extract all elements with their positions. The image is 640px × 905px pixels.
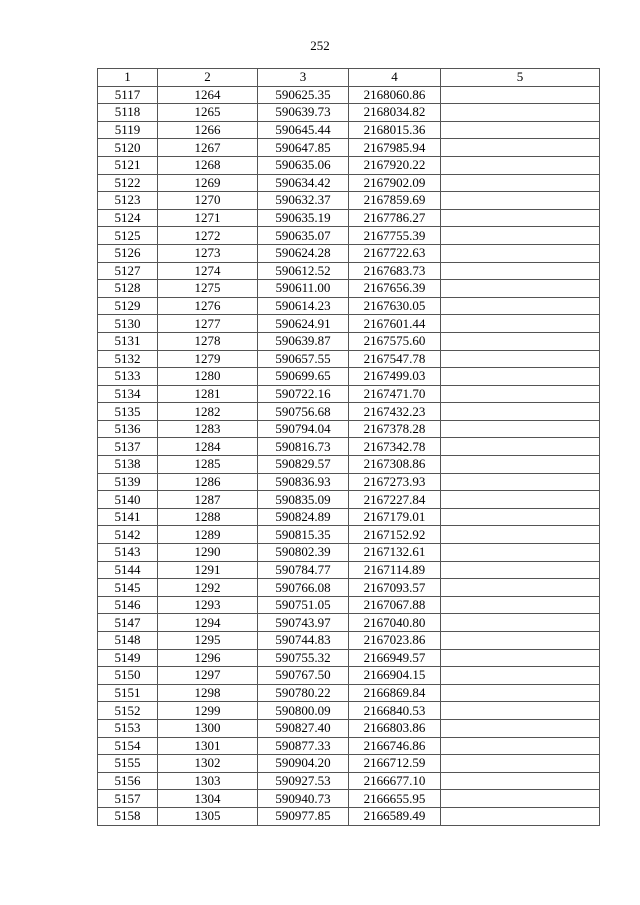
table-cell-col-1: 5153: [98, 719, 158, 737]
table-cell-col-3: 590767.50: [258, 667, 349, 685]
table-cell-col-1: 5152: [98, 702, 158, 720]
table-cell-col-3: 590824.89: [258, 508, 349, 526]
table-row: [98, 262, 600, 280]
table-cell-col-4: 2166949.57: [349, 649, 441, 667]
table-cell-col-5: [441, 297, 600, 315]
table-cell-col-3: 590827.40: [258, 719, 349, 737]
table-cell-col-3: 590766.08: [258, 579, 349, 597]
table-cell-col-2: 1293: [158, 596, 258, 614]
table-cell-col-4: 2166803.86: [349, 719, 441, 737]
table-cell-col-2: 1303: [158, 772, 258, 790]
table-cell-col-2: 1298: [158, 684, 258, 702]
table-cell-col-5: [441, 807, 600, 825]
table-cell-col-5: [441, 438, 600, 456]
table-cell-col-5: [441, 350, 600, 368]
column-header-3: 3: [258, 69, 349, 87]
table-cell-col-5: [441, 244, 600, 262]
table-cell-col-4: 2167152.92: [349, 526, 441, 544]
table-cell-col-3: 590645.44: [258, 121, 349, 139]
table-cell-col-4: 2167985.94: [349, 139, 441, 157]
table-cell-col-5: [441, 280, 600, 298]
table-cell-col-3: 590635.06: [258, 156, 349, 174]
table-cell-col-3: 590940.73: [258, 790, 349, 808]
table-row: [98, 667, 600, 685]
table-cell-col-5: [441, 174, 600, 192]
table-cell-col-2: 1279: [158, 350, 258, 368]
table-cell-col-4: 2167902.09: [349, 174, 441, 192]
table-row: [98, 244, 600, 262]
table-row: [98, 315, 600, 333]
table-cell-col-2: 1271: [158, 209, 258, 227]
table-row: [98, 755, 600, 773]
table-cell-col-1: 5146: [98, 596, 158, 614]
table-cell-col-4: 2166589.49: [349, 807, 441, 825]
table-row: [98, 614, 600, 632]
table-cell-col-2: 1289: [158, 526, 258, 544]
table-cell-col-1: 5132: [98, 350, 158, 368]
table-cell-col-1: 5150: [98, 667, 158, 685]
table-cell-col-2: 1277: [158, 315, 258, 333]
table-row: [98, 332, 600, 350]
table-cell-col-5: [441, 473, 600, 491]
table-cell-col-2: 1273: [158, 244, 258, 262]
table-cell-col-3: 590635.19: [258, 209, 349, 227]
table-cell-col-4: 2167471.70: [349, 385, 441, 403]
table-cell-col-1: 5142: [98, 526, 158, 544]
table-cell-col-2: 1291: [158, 561, 258, 579]
table-cell-col-2: 1265: [158, 104, 258, 122]
table-cell-col-3: 590625.35: [258, 86, 349, 104]
table-row: [98, 508, 600, 526]
table-cell-col-5: [441, 737, 600, 755]
table-cell-col-5: [441, 508, 600, 526]
table-cell-col-2: 1282: [158, 403, 258, 421]
table-cell-col-4: 2167656.39: [349, 280, 441, 298]
table-cell-col-1: 5123: [98, 192, 158, 210]
table-cell-col-4: 2167308.86: [349, 456, 441, 474]
table-cell-col-5: [441, 772, 600, 790]
table-cell-col-5: [441, 544, 600, 562]
table-cell-col-1: 5125: [98, 227, 158, 245]
table-cell-col-3: 590802.39: [258, 544, 349, 562]
table-cell-col-2: 1305: [158, 807, 258, 825]
table-cell-col-2: 1288: [158, 508, 258, 526]
table-cell-col-3: 590780.22: [258, 684, 349, 702]
table-cell-col-3: 590877.33: [258, 737, 349, 755]
table-cell-col-2: 1285: [158, 456, 258, 474]
table-cell-col-3: 590756.68: [258, 403, 349, 421]
table-cell-col-5: [441, 332, 600, 350]
table-row: [98, 156, 600, 174]
table-row: [98, 121, 600, 139]
table-cell-col-4: 2166677.10: [349, 772, 441, 790]
table-cell-col-2: 1283: [158, 420, 258, 438]
table-cell-col-1: 5137: [98, 438, 158, 456]
table-cell-col-2: 1302: [158, 755, 258, 773]
table-cell-col-4: 2166840.53: [349, 702, 441, 720]
table-cell-col-2: 1280: [158, 368, 258, 386]
table-cell-col-5: [441, 596, 600, 614]
table-cell-col-4: 2167378.28: [349, 420, 441, 438]
table-cell-col-4: 2166746.86: [349, 737, 441, 755]
table-cell-col-4: 2167114.89: [349, 561, 441, 579]
table-cell-col-1: 5120: [98, 139, 158, 157]
table-cell-col-5: [441, 649, 600, 667]
table-cell-col-5: [441, 561, 600, 579]
table-cell-col-2: 1268: [158, 156, 258, 174]
table-row: [98, 456, 600, 474]
table-cell-col-4: 2167722.63: [349, 244, 441, 262]
table-cell-col-2: 1290: [158, 544, 258, 562]
table-cell-col-1: 5118: [98, 104, 158, 122]
table-cell-col-3: 590634.42: [258, 174, 349, 192]
table-cell-col-3: 590904.20: [258, 755, 349, 773]
table-cell-col-3: 590816.73: [258, 438, 349, 456]
table-cell-col-1: 5129: [98, 297, 158, 315]
table-cell-col-3: 590639.73: [258, 104, 349, 122]
table-cell-col-1: 5143: [98, 544, 158, 562]
table-cell-col-4: 2167786.27: [349, 209, 441, 227]
table-row: [98, 807, 600, 825]
table-cell-col-4: 2167547.78: [349, 350, 441, 368]
table-cell-col-2: 1299: [158, 702, 258, 720]
table-cell-col-4: 2167920.22: [349, 156, 441, 174]
table-row: [98, 438, 600, 456]
table-cell-col-5: [441, 579, 600, 597]
table-cell-col-4: 2167093.57: [349, 579, 441, 597]
table-cell-col-1: 5149: [98, 649, 158, 667]
table-header-row: [98, 69, 600, 87]
table-cell-col-4: 2167179.01: [349, 508, 441, 526]
table-row: [98, 491, 600, 509]
table-cell-col-3: 590744.83: [258, 632, 349, 650]
table-cell-col-2: 1274: [158, 262, 258, 280]
table-cell-col-2: 1296: [158, 649, 258, 667]
table-row: [98, 297, 600, 315]
table-cell-col-3: 590815.35: [258, 526, 349, 544]
table-cell-col-1: 5140: [98, 491, 158, 509]
table-cell-col-1: 5148: [98, 632, 158, 650]
table-row: [98, 684, 600, 702]
table-cell-col-3: 590794.04: [258, 420, 349, 438]
table-row: [98, 561, 600, 579]
table-row: [98, 139, 600, 157]
table-cell-col-2: 1270: [158, 192, 258, 210]
table-cell-col-2: 1281: [158, 385, 258, 403]
table-cell-col-2: 1266: [158, 121, 258, 139]
table-cell-col-1: 5151: [98, 684, 158, 702]
table-cell-col-3: 590624.91: [258, 315, 349, 333]
table-row: [98, 632, 600, 650]
table-cell-col-5: [441, 632, 600, 650]
table-cell-col-5: [441, 491, 600, 509]
table-cell-col-1: 5122: [98, 174, 158, 192]
table-row: [98, 403, 600, 421]
table-cell-col-2: 1286: [158, 473, 258, 491]
table-cell-col-1: 5117: [98, 86, 158, 104]
table-cell-col-1: 5121: [98, 156, 158, 174]
table-cell-col-1: 5138: [98, 456, 158, 474]
table-row: [98, 209, 600, 227]
table-cell-col-5: [441, 86, 600, 104]
table-cell-col-5: [441, 456, 600, 474]
table-cell-col-2: 1294: [158, 614, 258, 632]
table-cell-col-4: 2167755.39: [349, 227, 441, 245]
table-cell-col-5: [441, 667, 600, 685]
table-body: [98, 86, 600, 825]
table-cell-col-3: 590612.52: [258, 262, 349, 280]
table-cell-col-5: [441, 719, 600, 737]
table-cell-col-3: 590829.57: [258, 456, 349, 474]
table-cell-col-5: [441, 315, 600, 333]
table-cell-col-2: 1300: [158, 719, 258, 737]
table-cell-col-3: 590647.85: [258, 139, 349, 157]
table-cell-col-4: 2167342.78: [349, 438, 441, 456]
table-cell-col-5: [441, 614, 600, 632]
table-cell-col-4: 2168015.36: [349, 121, 441, 139]
table-cell-col-1: 5157: [98, 790, 158, 808]
table-cell-col-4: 2167601.44: [349, 315, 441, 333]
table-row: [98, 702, 600, 720]
table-cell-col-2: 1264: [158, 86, 258, 104]
table-cell-col-1: 5127: [98, 262, 158, 280]
table-cell-col-3: 590614.23: [258, 297, 349, 315]
table-row: [98, 473, 600, 491]
table-row: [98, 192, 600, 210]
table-cell-col-1: 5156: [98, 772, 158, 790]
table-cell-col-3: 590751.05: [258, 596, 349, 614]
table-cell-col-1: 5126: [98, 244, 158, 262]
table-cell-col-5: [441, 403, 600, 421]
table-row: [98, 174, 600, 192]
table-row: [98, 420, 600, 438]
table-cell-col-5: [441, 156, 600, 174]
table-cell-col-4: 2166655.95: [349, 790, 441, 808]
table-cell-col-3: 590632.37: [258, 192, 349, 210]
table-cell-col-4: 2167575.60: [349, 332, 441, 350]
table-row: [98, 86, 600, 104]
column-header-4: 4: [349, 69, 441, 87]
table-cell-col-2: 1269: [158, 174, 258, 192]
page-number: 252: [310, 38, 330, 53]
table-cell-col-4: 2167227.84: [349, 491, 441, 509]
table-cell-col-5: [441, 755, 600, 773]
table-row: [98, 579, 600, 597]
table-cell-col-3: 590835.09: [258, 491, 349, 509]
table-cell-col-1: 5147: [98, 614, 158, 632]
table-cell-col-2: 1275: [158, 280, 258, 298]
coordinates-table: [97, 68, 600, 826]
table-cell-col-3: 590611.00: [258, 280, 349, 298]
table-cell-col-1: 5124: [98, 209, 158, 227]
table-cell-col-4: 2167499.03: [349, 368, 441, 386]
table-cell-col-3: 590635.07: [258, 227, 349, 245]
table-cell-col-3: 590977.85: [258, 807, 349, 825]
table-cell-col-2: 1295: [158, 632, 258, 650]
table-cell-col-2: 1287: [158, 491, 258, 509]
table-cell-col-5: [441, 420, 600, 438]
table-cell-col-5: [441, 121, 600, 139]
table-cell-col-5: [441, 262, 600, 280]
table-cell-col-4: 2167630.05: [349, 297, 441, 315]
table-cell-col-5: [441, 192, 600, 210]
table-cell-col-2: 1278: [158, 332, 258, 350]
table-row: [98, 596, 600, 614]
table-cell-col-2: 1272: [158, 227, 258, 245]
table-cell-col-3: 590657.55: [258, 350, 349, 368]
table-cell-col-1: 5155: [98, 755, 158, 773]
table-cell-col-3: 590699.65: [258, 368, 349, 386]
table-cell-col-5: [441, 790, 600, 808]
table-cell-col-5: [441, 684, 600, 702]
table-cell-col-2: 1276: [158, 297, 258, 315]
table-row: [98, 227, 600, 245]
table-cell-col-3: 590800.09: [258, 702, 349, 720]
table-cell-col-5: [441, 139, 600, 157]
table-cell-col-5: [441, 227, 600, 245]
table-cell-col-1: 5154: [98, 737, 158, 755]
table-cell-col-2: 1267: [158, 139, 258, 157]
column-header-5: 5: [441, 69, 600, 87]
table-cell-col-5: [441, 104, 600, 122]
table-cell-col-4: 2166869.84: [349, 684, 441, 702]
table-cell-col-4: 2167683.73: [349, 262, 441, 280]
table-cell-col-1: 5141: [98, 508, 158, 526]
table-cell-col-3: 590755.32: [258, 649, 349, 667]
table-row: [98, 719, 600, 737]
table-cell-col-3: 590624.28: [258, 244, 349, 262]
table-row: [98, 790, 600, 808]
table-cell-col-2: 1301: [158, 737, 258, 755]
table-cell-col-5: [441, 702, 600, 720]
table-cell-col-4: 2166712.59: [349, 755, 441, 773]
table-cell-col-1: 5134: [98, 385, 158, 403]
table-cell-col-1: 5136: [98, 420, 158, 438]
table-cell-col-5: [441, 526, 600, 544]
table-cell-col-4: 2167859.69: [349, 192, 441, 210]
table-cell-col-3: 590743.97: [258, 614, 349, 632]
table-row: [98, 280, 600, 298]
table-cell-col-4: 2167023.86: [349, 632, 441, 650]
table-cell-col-1: 5135: [98, 403, 158, 421]
column-header-1: 1: [98, 69, 158, 87]
table-cell-col-4: 2167273.93: [349, 473, 441, 491]
table-cell-col-1: 5139: [98, 473, 158, 491]
table-row: [98, 649, 600, 667]
table-cell-col-1: 5144: [98, 561, 158, 579]
table-cell-col-3: 590639.87: [258, 332, 349, 350]
table-cell-col-2: 1284: [158, 438, 258, 456]
table-cell-col-4: 2167432.23: [349, 403, 441, 421]
table-row: [98, 104, 600, 122]
table-cell-col-1: 5128: [98, 280, 158, 298]
table-cell-col-5: [441, 209, 600, 227]
column-header-2: 2: [158, 69, 258, 87]
table-cell-col-5: [441, 385, 600, 403]
table-cell-col-3: 590784.77: [258, 561, 349, 579]
table-row: [98, 526, 600, 544]
table-cell-col-1: 5133: [98, 368, 158, 386]
table-row: [98, 350, 600, 368]
table-cell-col-4: 2168060.86: [349, 86, 441, 104]
table-cell-col-2: 1292: [158, 579, 258, 597]
table-cell-col-4: 2166904.15: [349, 667, 441, 685]
table-row: [98, 368, 600, 386]
table-row: [98, 737, 600, 755]
table-cell-col-1: 5158: [98, 807, 158, 825]
table-cell-col-3: 590836.93: [258, 473, 349, 491]
table-row: [98, 772, 600, 790]
table-cell-col-3: 590722.16: [258, 385, 349, 403]
table-cell-col-2: 1297: [158, 667, 258, 685]
table-cell-col-1: 5145: [98, 579, 158, 597]
table-cell-col-4: 2167067.88: [349, 596, 441, 614]
table-cell-col-1: 5119: [98, 121, 158, 139]
table-cell-col-3: 590927.53: [258, 772, 349, 790]
table-cell-col-4: 2168034.82: [349, 104, 441, 122]
table-cell-col-2: 1304: [158, 790, 258, 808]
table-cell-col-4: 2167040.80: [349, 614, 441, 632]
table-cell-col-4: 2167132.61: [349, 544, 441, 562]
table-cell-col-1: 5131: [98, 332, 158, 350]
table-row: [98, 544, 600, 562]
table-cell-col-5: [441, 368, 600, 386]
table-cell-col-1: 5130: [98, 315, 158, 333]
table-row: [98, 385, 600, 403]
